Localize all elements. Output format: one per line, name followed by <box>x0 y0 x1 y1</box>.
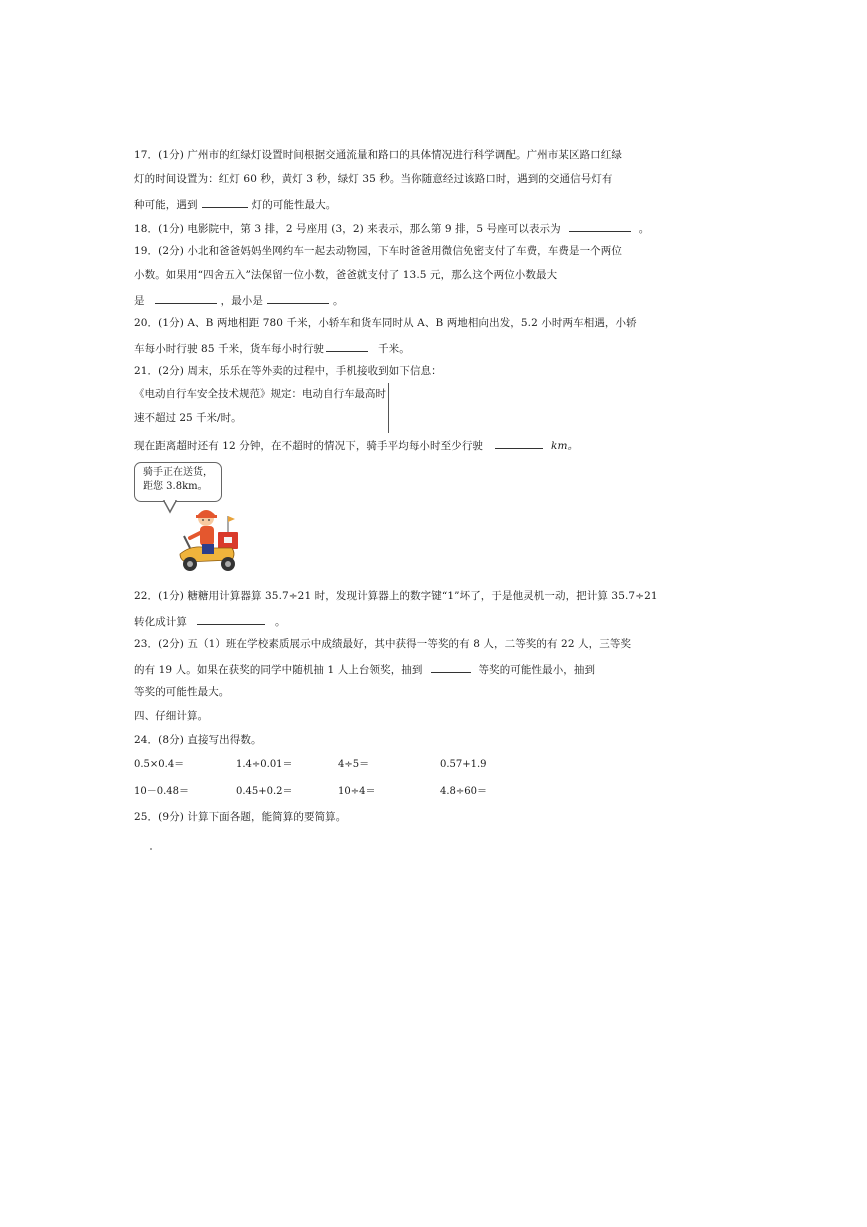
q21-line2 <box>134 437 614 453</box>
notice-line1: 《电动自行车安全技术规范》规定：电动自行车最高时 <box>134 388 386 400</box>
q19-max-blank[interactable] <box>155 292 217 304</box>
q22-line1: 22．(1分) 糖糖用计算器算 35.7÷21 时，发现计算器上的数字键“1”坏了，于是他灵机一动，把计算 35.7÷21 <box>134 590 658 602</box>
q23-line3: 等奖的可能性最大。 <box>134 686 230 698</box>
q22-line2 <box>134 613 614 629</box>
calc-item: 1.4÷0.01＝ <box>236 759 293 770</box>
q17-line1: 17．(1分) 广州市的红绿灯设置时间根据交通流量和路口的具体情况进行科学调配。广州市某区路口红绿 <box>134 149 622 161</box>
q20-line2 <box>134 340 614 356</box>
q21-line1: 21．(2分) 周末，乐乐在等外卖的过程中，手机接收到如下信息： <box>134 365 442 377</box>
q20-text-b: 千米。 <box>378 343 410 355</box>
q19-line1: 19．(2分) 小北和爸爸妈妈坐网约车一起去动物园，下车时爸爸用微信免密支付了车费，车费是一个两位 <box>134 245 622 257</box>
calc-item: 10－0.48＝ <box>134 786 189 797</box>
q22-text-a: 转化成计算 <box>134 616 187 628</box>
q21-text-a: 现在距离超时还有 12 分钟，在不超时的情况下，骑手平均每小时至少行驶 <box>134 440 484 452</box>
bubble-line1: 骑手正在送货， <box>143 467 213 478</box>
calc-item: 4.8÷60＝ <box>440 786 488 797</box>
calc-item: 0.45+0.2＝ <box>236 786 293 797</box>
q23-line2 <box>134 661 614 677</box>
q19-text-a: 是 <box>134 295 145 307</box>
q18-end: 。 <box>638 223 650 235</box>
q22-answer-blank[interactable] <box>197 613 265 625</box>
q23-line1: 23．(2分) 五（1）班在学校素质展示中成绩最好，其中获得一等奖的有 8 人，二等奖的有 22 人，三等奖 <box>134 638 632 650</box>
q19-text-b: ，最小是 <box>220 295 264 307</box>
regulation-notice-box <box>134 383 389 433</box>
calc-item: 4÷5＝ <box>338 759 370 770</box>
q18-text: 18．(1分) 电影院中，第 3 排，2 号座用 (3，2) 来表示，那么第 9 排，5 号座可以表示为 <box>134 223 561 235</box>
q20-answer-blank[interactable] <box>326 340 368 352</box>
q20-text-a: 车每小时行驶 85 千米，货车每小时行驶 <box>134 343 325 355</box>
notice-line2: 速不超过 25 千米/时。 <box>134 412 242 424</box>
q20-line1: 20．(1分) A、B 两地相距 780 千米，小轿车和货车同时从 A、B 两地相向出发，5.2 小时两车相遇，小轿 <box>134 317 637 329</box>
q19-min-blank[interactable] <box>267 292 329 304</box>
q24-title: 24．(8分) 直接写出得数。 <box>134 734 262 746</box>
q23-answer-blank[interactable] <box>431 661 471 673</box>
calc-item: 10÷4＝ <box>338 786 376 797</box>
q23-text-b: 等奖的可能性最小，抽到 <box>478 664 596 676</box>
q21-unit: km。 <box>551 440 579 452</box>
q19-line3 <box>134 292 614 308</box>
q17-answer-blank[interactable] <box>202 196 248 208</box>
calc-item: 0.5×0.4＝ <box>134 759 185 770</box>
q22-end: 。 <box>275 616 286 628</box>
q19-text-c: 。 <box>333 295 344 307</box>
scan-dot <box>150 848 152 850</box>
delivery-rider-illustration <box>134 462 244 574</box>
section-heading: 四、仔细计算。 <box>134 710 209 722</box>
bubble-line2: 距您 3.8km。 <box>143 481 208 492</box>
scooter-rider-icon <box>134 462 244 574</box>
q25-title: 25．(9分) 计算下面各题，能简算的要简算。 <box>134 811 347 823</box>
q21-answer-blank[interactable] <box>495 437 543 449</box>
q17-line2: 灯的时间设置为：红灯 60 秒，黄灯 3 秒，绿灯 35 秒。当你随意经过该路口时，遇到的交通信号灯有 <box>134 173 613 185</box>
calc-item: 0.57+1.9 <box>440 759 487 770</box>
q18-answer-blank[interactable] <box>569 220 631 232</box>
q17-text-a: 种可能，遇到 <box>134 199 198 211</box>
q23-text-a: 的有 19 人。如果在获奖的同学中随机抽 1 人上台领奖，抽到 <box>134 664 423 676</box>
q17-text-b: 灯的可能性最大。 <box>251 199 337 211</box>
q18-line <box>134 220 650 236</box>
q17-line3 <box>134 196 614 212</box>
q19-line2: 小数。如果用“四舍五入”法保留一位小数，爸爸就支付了 13.5 元，那么这个两位小数最大 <box>134 269 558 281</box>
